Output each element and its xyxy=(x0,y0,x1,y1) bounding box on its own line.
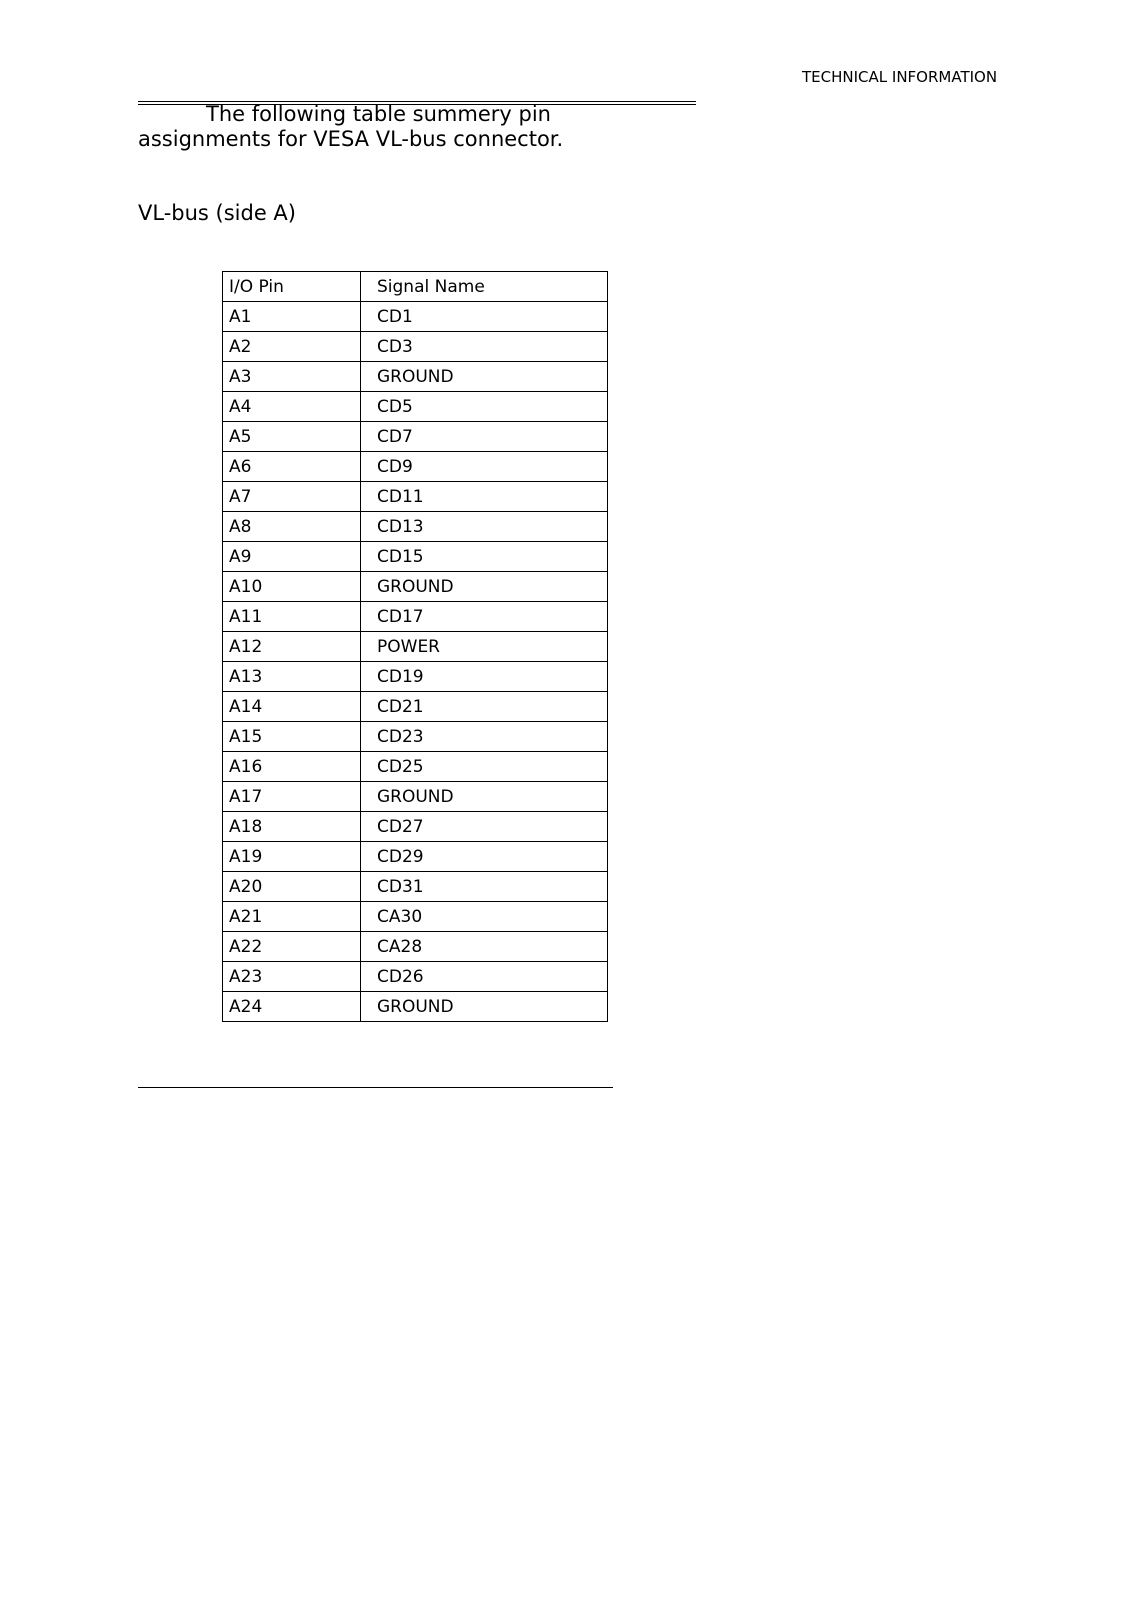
signal-cell: CD21 xyxy=(361,692,608,722)
signal-cell: POWER xyxy=(361,632,608,662)
pin-cell: A2 xyxy=(223,332,361,362)
pin-cell: A17 xyxy=(223,782,361,812)
table-row xyxy=(223,302,608,332)
signal-cell: CD13 xyxy=(361,512,608,542)
table-row xyxy=(223,452,608,482)
table-row xyxy=(223,602,608,632)
signal-cell: CD3 xyxy=(361,332,608,362)
intro-line-2: assignments for VESA VL-bus connector. xyxy=(138,127,564,151)
pin-cell: A24 xyxy=(223,992,361,1022)
pin-cell: A18 xyxy=(223,812,361,842)
signal-cell: CD5 xyxy=(361,392,608,422)
signal-cell: GROUND xyxy=(361,362,608,392)
pin-cell: A12 xyxy=(223,632,361,662)
signal-cell: GROUND xyxy=(361,572,608,602)
table-row xyxy=(223,872,608,902)
table-row xyxy=(223,542,608,572)
pin-cell: A23 xyxy=(223,962,361,992)
signal-cell: CD23 xyxy=(361,722,608,752)
table-header-row xyxy=(223,272,608,302)
signal-cell: CD27 xyxy=(361,812,608,842)
column-header-signal-name: Signal Name xyxy=(361,272,608,302)
page-header-label: TECHNICAL INFORMATION xyxy=(802,68,998,86)
table-row xyxy=(223,422,608,452)
table-row xyxy=(223,932,608,962)
table-row xyxy=(223,752,608,782)
pin-cell: A22 xyxy=(223,932,361,962)
pin-cell: A4 xyxy=(223,392,361,422)
signal-cell: CA30 xyxy=(361,902,608,932)
signal-cell: CD25 xyxy=(361,752,608,782)
pin-cell: A13 xyxy=(223,662,361,692)
signal-cell: CD15 xyxy=(361,542,608,572)
table-row xyxy=(223,482,608,512)
signal-cell: CD7 xyxy=(361,422,608,452)
pin-cell: A9 xyxy=(223,542,361,572)
section-title: VL-bus (side A) xyxy=(138,201,296,225)
table-row xyxy=(223,332,608,362)
table-row xyxy=(223,962,608,992)
table-row xyxy=(223,992,608,1022)
signal-cell: GROUND xyxy=(361,782,608,812)
column-header-io-pin: I/O Pin xyxy=(223,272,361,302)
pin-cell: A21 xyxy=(223,902,361,932)
table-row xyxy=(223,662,608,692)
pin-cell: A8 xyxy=(223,512,361,542)
signal-cell: GROUND xyxy=(361,992,608,1022)
table-row xyxy=(223,782,608,812)
signal-cell: CD17 xyxy=(361,602,608,632)
pin-cell: A20 xyxy=(223,872,361,902)
pin-cell: A7 xyxy=(223,482,361,512)
pin-cell: A15 xyxy=(223,722,361,752)
table-row xyxy=(223,902,608,932)
pin-cell: A3 xyxy=(223,362,361,392)
pin-cell: A14 xyxy=(223,692,361,722)
table-row xyxy=(223,722,608,752)
signal-cell: CD9 xyxy=(361,452,608,482)
signal-cell: CD26 xyxy=(361,962,608,992)
signal-cell: CA28 xyxy=(361,932,608,962)
pin-cell: A5 xyxy=(223,422,361,452)
table-row xyxy=(223,572,608,602)
signal-cell: CD1 xyxy=(361,302,608,332)
pin-cell: A16 xyxy=(223,752,361,782)
signal-cell: CD11 xyxy=(361,482,608,512)
signal-cell: CD19 xyxy=(361,662,608,692)
pin-assignment-table xyxy=(222,271,608,1022)
table-row xyxy=(223,632,608,662)
signal-cell: CD31 xyxy=(361,872,608,902)
pin-cell: A19 xyxy=(223,842,361,872)
pin-cell: A11 xyxy=(223,602,361,632)
intro-paragraph xyxy=(138,102,698,152)
pin-cell: A6 xyxy=(223,452,361,482)
table-row xyxy=(223,842,608,872)
pin-cell: A1 xyxy=(223,302,361,332)
table-row xyxy=(223,362,608,392)
intro-line-1: The following table summery pin xyxy=(206,102,551,126)
table-row xyxy=(223,392,608,422)
pin-cell: A10 xyxy=(223,572,361,602)
table-row xyxy=(223,812,608,842)
signal-cell: CD29 xyxy=(361,842,608,872)
table-row xyxy=(223,692,608,722)
table-row xyxy=(223,512,608,542)
bottom-divider xyxy=(138,1087,613,1088)
